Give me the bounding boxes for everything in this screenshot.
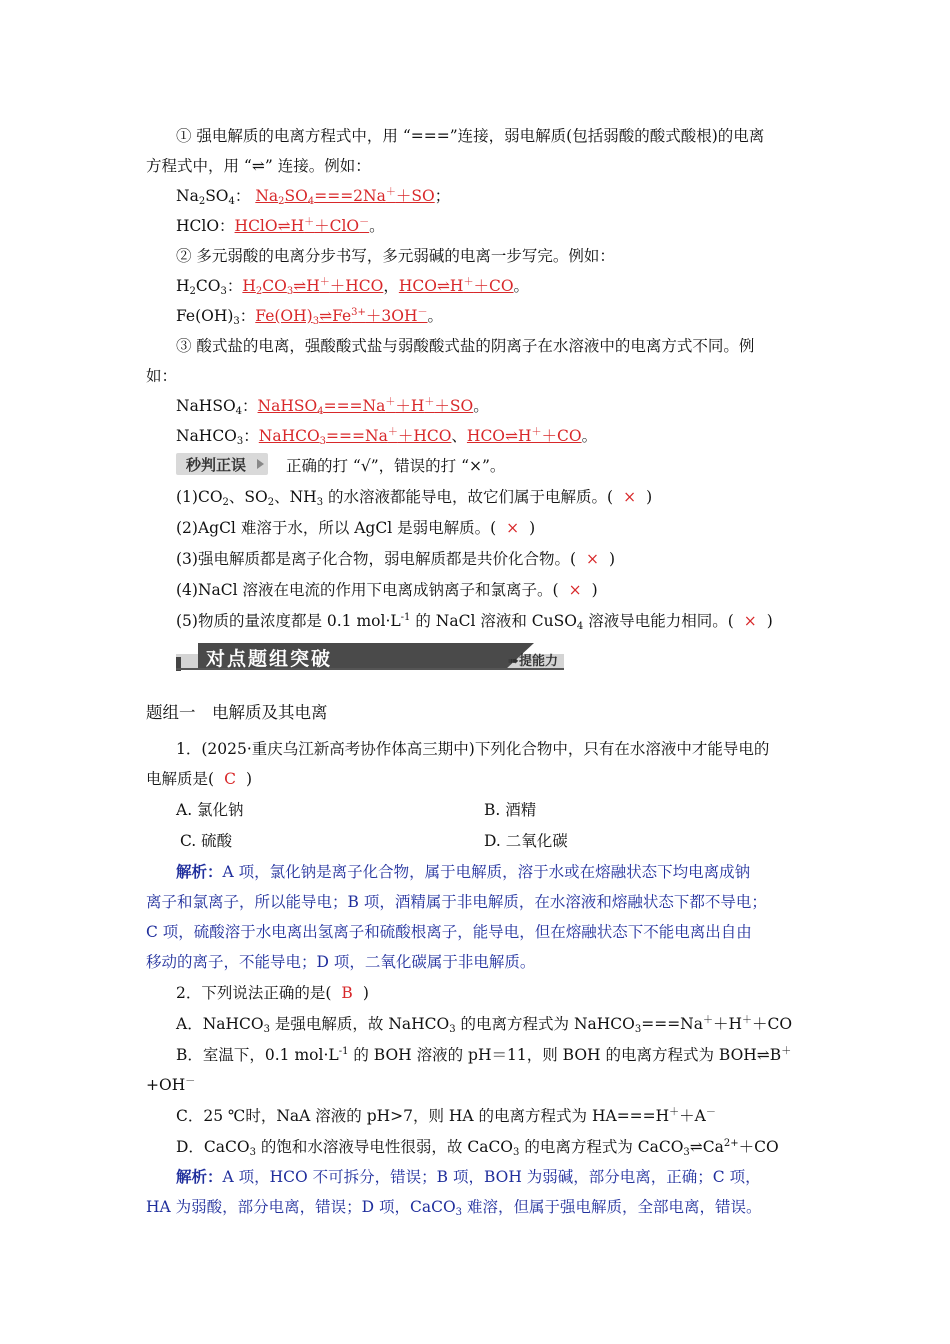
option: C. 硫酸: [180, 832, 233, 850]
option: A．NaHCO$_3$ 是强电解质，故 NaHCO$_3$ 的电离方程式为 NaHCO$_3$===Na＋＋H＋＋CO: [176, 1015, 793, 1035]
group-heading: 题组一 电解质及其电离: [146, 703, 328, 722]
equation-line: $Fe(OH)_3$：$Fe(OH)_3\rightleftharpoons Fe^{3+}+3OH^-$。: [176, 307, 444, 327]
option: D. 二氧化碳: [484, 832, 568, 850]
option: D．CaCO$_3$ 的饱和水溶液导电性很弱，故 CaCO$_3$ 的电离方程式为 $CaCO_3\rightleftharpoons Ca^{2+}+CO$: [176, 1138, 779, 1158]
question-stem: 1．(2025·重庆乌江新高考协作体高三期中)下列化合物中，只有在水溶液中才能导电的: [176, 740, 770, 758]
text-line: 如：: [146, 367, 178, 385]
option: B．室温下，0.1 $mol\cdot L^{-1}$ 的 BOH 溶液的 pH＝11，则 BOH 的电离方程式为 BOH⇌B＋: [176, 1046, 792, 1064]
judge-instruction: 正确的打 “√”，错误的打 “×”。: [286, 457, 506, 475]
equation-line: NaHCO$_3$：NaHCO$_3$===Na＋＋HCO、HCO⇌H＋＋CO。: [176, 427, 598, 447]
judge-item: (4)NaCl 溶液在电流的作用下电离成钠离子和氯离子。( × ): [176, 581, 598, 599]
judge-item: (5)物质的量浓度都是 0.1 $mol\cdot L^{-1}$ 的 NaCl 溶液和 CuSO$_4$ 溶液导电能力相同。( × ): [176, 612, 773, 632]
option: A. 氯化钠: [176, 801, 244, 819]
explanation: 离子和氯离子，所以能导电；B 项，酒精属于非电解质，在水溶液和熔融状态下都不导电；: [146, 893, 767, 911]
explanation: HA 为弱酸，部分电离，错误；D 项，CaCO$_3$ 难溶，但属于强电解质，全部电离，错误。: [146, 1198, 762, 1218]
question-stem: 电解质是( C ): [146, 770, 252, 788]
equation-line: NaHSO$_4$：NaHSO$_4$===Na＋＋H＋＋SO。: [176, 397, 489, 417]
text-line: ① 强电解质的电离方程式中，用 “===”连接，弱电解质(包括弱酸的酸式酸根)的电离: [176, 127, 765, 145]
judge-item: (2)AgCl 难溶于水，所以 AgCl 是弱电解质。( × ): [176, 519, 536, 537]
equation-line: HClO：HClO⇌H＋＋ClO－。: [176, 217, 385, 235]
option: +OH－: [146, 1076, 196, 1094]
equation-line: $H_2CO_3$：$H_2CO_3\rightleftharpoons H^++HCO$，HCO⇌H＋＋CO。: [176, 277, 530, 297]
text-line: ③ 酸式盐的电离，强酸酸式盐与弱酸酸式盐的阴离子在水溶液中的电离方式不同。例: [176, 337, 755, 355]
explanation: 解析：A 项，HCO 不可拆分，错误；B 项，BOH 为弱碱，部分电离，正确；C 项，: [176, 1167, 761, 1186]
option: B. 酒精: [484, 801, 537, 819]
triangle-icon: [257, 459, 264, 469]
explanation: 解析：A 项，氯化钠是离子化合物，属于电解质，溶于水或在熔融状态下均电离成钠: [176, 862, 751, 881]
judge-item: $(1)CO_2$、$SO_2$、$NH_3$ 的水溶液都能导电，故它们属于电解质。( × ): [176, 488, 653, 508]
judge-badge: 秒判正误: [176, 453, 268, 475]
text-line: ② 多元弱酸的电离分步书写，多元弱碱的电离一步写完。例如：: [176, 247, 615, 265]
question-stem: 2．下列说法正确的是( B ): [176, 984, 369, 1002]
explanation: C 项，硫酸溶于水电离出氢离子和硫酸根离子，能导电，但在熔融状态下不能电离出自由: [146, 923, 752, 941]
option: C．25 ℃时，NaA 溶液的 pH>7，则 HA 的电离方程式为 HA===H＋＋A－: [176, 1107, 716, 1125]
equation-line: $Na_2SO_4$： $Na_2SO_4===2Na^++SO$；: [176, 187, 451, 207]
section-banner: 对点题组突破 ➠提能力: [176, 641, 564, 673]
text-line: 方程式中，用 “⇌” 连接。例如：: [146, 157, 371, 175]
explanation: 移动的离子，不能导电；D 项，二氧化碳属于非电解质。: [146, 953, 536, 971]
judge-item: (3)强电解质都是离子化合物，弱电解质都是共价化合物。( × ): [176, 550, 616, 568]
